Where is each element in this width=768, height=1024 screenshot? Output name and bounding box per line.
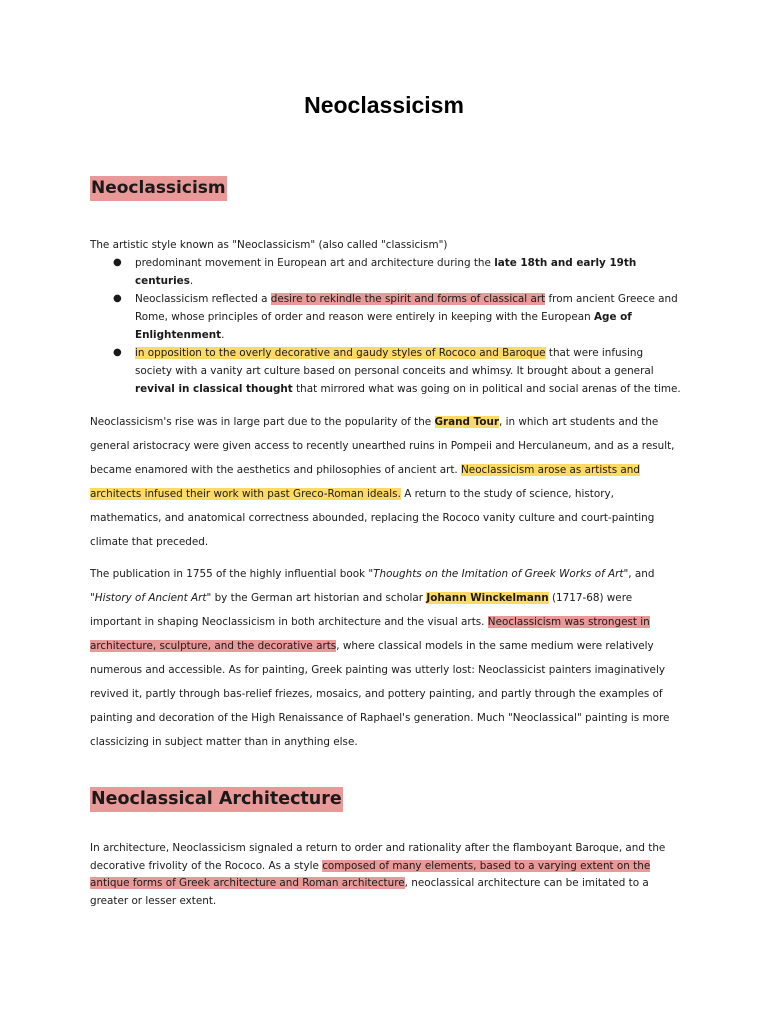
book-title: History of Ancient Art: [94, 592, 207, 604]
list-item-text: that mirrored what was going on in political and social arenas of the time.: [292, 383, 681, 395]
bullet-icon: ●: [113, 293, 122, 304]
pink-highlight: desire to rekindle the spirit and forms of classical art: [270, 293, 546, 305]
section-heading-architecture: [90, 789, 343, 809]
grand-tour-paragraph: [90, 410, 682, 554]
winckelmann-paragraph: [90, 562, 682, 754]
list-item-text: that were infusing society with a vanity art culture based on personal conceits and whimsy. It brought about a general: [135, 347, 654, 377]
list-item-text: predominant movement in European art and architecture during the: [135, 257, 495, 269]
paragraph-text: The publication in 1755 of the highly influential book ": [90, 568, 374, 580]
bullet-icon: ●: [113, 347, 122, 358]
bullet-icon: ●: [113, 257, 122, 268]
pink-highlight: composed of many elements, based to a varying extent on the antique forms of Greek architecture and Roman architecture: [90, 859, 651, 889]
yellow-highlight: Johann Winckelmann: [426, 592, 549, 604]
yellow-highlight: Grand Tour: [434, 416, 499, 428]
list-item-text: .: [189, 275, 194, 287]
pink-highlight: Neoclassicism was strongest in architecture, sculpture, and the decorative arts: [90, 616, 650, 652]
heading-highlight: Neoclassical Architecture: [90, 787, 343, 812]
paragraph-text: ", and ": [90, 568, 655, 604]
paragraph-text: A return to the study of science, history, mathematics, and anatomical correctness abounded, replacing the Rococo vanity culture and court-painting climate that preceded.: [90, 488, 655, 548]
book-title: Thoughts on the Imitation of Greek Works of Art: [373, 568, 624, 580]
yellow-highlight: Neoclassicism arose as artists and architects infused their work with past Greco-Roman ideals.: [90, 464, 640, 500]
document-title: Neoclassicism: [304, 92, 464, 118]
list-item: [90, 344, 682, 398]
list-item-text: from ancient Greece and Rome, whose principles of order and reason were entirely in keeping with the European: [135, 293, 678, 323]
section-heading-neoclassicism: [90, 178, 227, 198]
bold-text: Age of Enlightenment: [135, 311, 632, 341]
yellow-highlight: in opposition to the overly decorative and gaudy styles of Rococo and Baroque: [135, 347, 546, 359]
list-item-text: .: [221, 329, 225, 341]
paragraph-text: In architecture, Neoclassicism signaled a return to order and rationality after the flamboyant Baroque, and the decorative frivolity of the Rococo. As a style: [90, 842, 666, 872]
heading-highlight: Neoclassicism: [90, 176, 227, 201]
list-item: [90, 254, 682, 290]
intro-paragraph: [90, 236, 682, 398]
bold-text: late 18th and early 19th centuries: [135, 257, 637, 287]
bullet-list: [90, 254, 682, 398]
paragraph-text: , where classical models in the same medium were relatively numerous and accessible. As for painting, Greek painting was utterly lost: Neoclassicist painters imaginatively revived it, partly through bas-relief friezes, mosaics, and pottery painting, and partly through the examples of painting and decoration of the High Renaissance of Raphael's generation. Much "Neoclassical" painting is more classicizing in subject matter than in anything else.: [90, 640, 670, 748]
intro-text: The artistic style known as "Neoclassicism" (also called "classicism"): [90, 239, 448, 251]
list-item: [90, 290, 682, 344]
paragraph-text: (1717-68) were important in shaping Neoclassicism in both architecture and the visual arts.: [90, 592, 633, 628]
paragraph-text: , neoclassical architecture can be imitated to a greater or lesser extent.: [90, 877, 649, 907]
architecture-paragraph: [90, 840, 682, 910]
bold-text: revival in classical thought: [135, 383, 293, 395]
paragraph-text: " by the German art historian and scholar: [206, 592, 427, 604]
paragraph-text: Neoclassicism's rise was in large part due to the popularity of the: [90, 416, 435, 428]
paragraph-text: , in which art students and the general aristocracy were given access to recently unearthed ruins in Pompeii and Herculaneum, and as a result, became enamored with the aesthetics and philosophies of ancient art.: [90, 416, 675, 476]
list-item-text: Neoclassicism reflected a: [135, 293, 271, 305]
